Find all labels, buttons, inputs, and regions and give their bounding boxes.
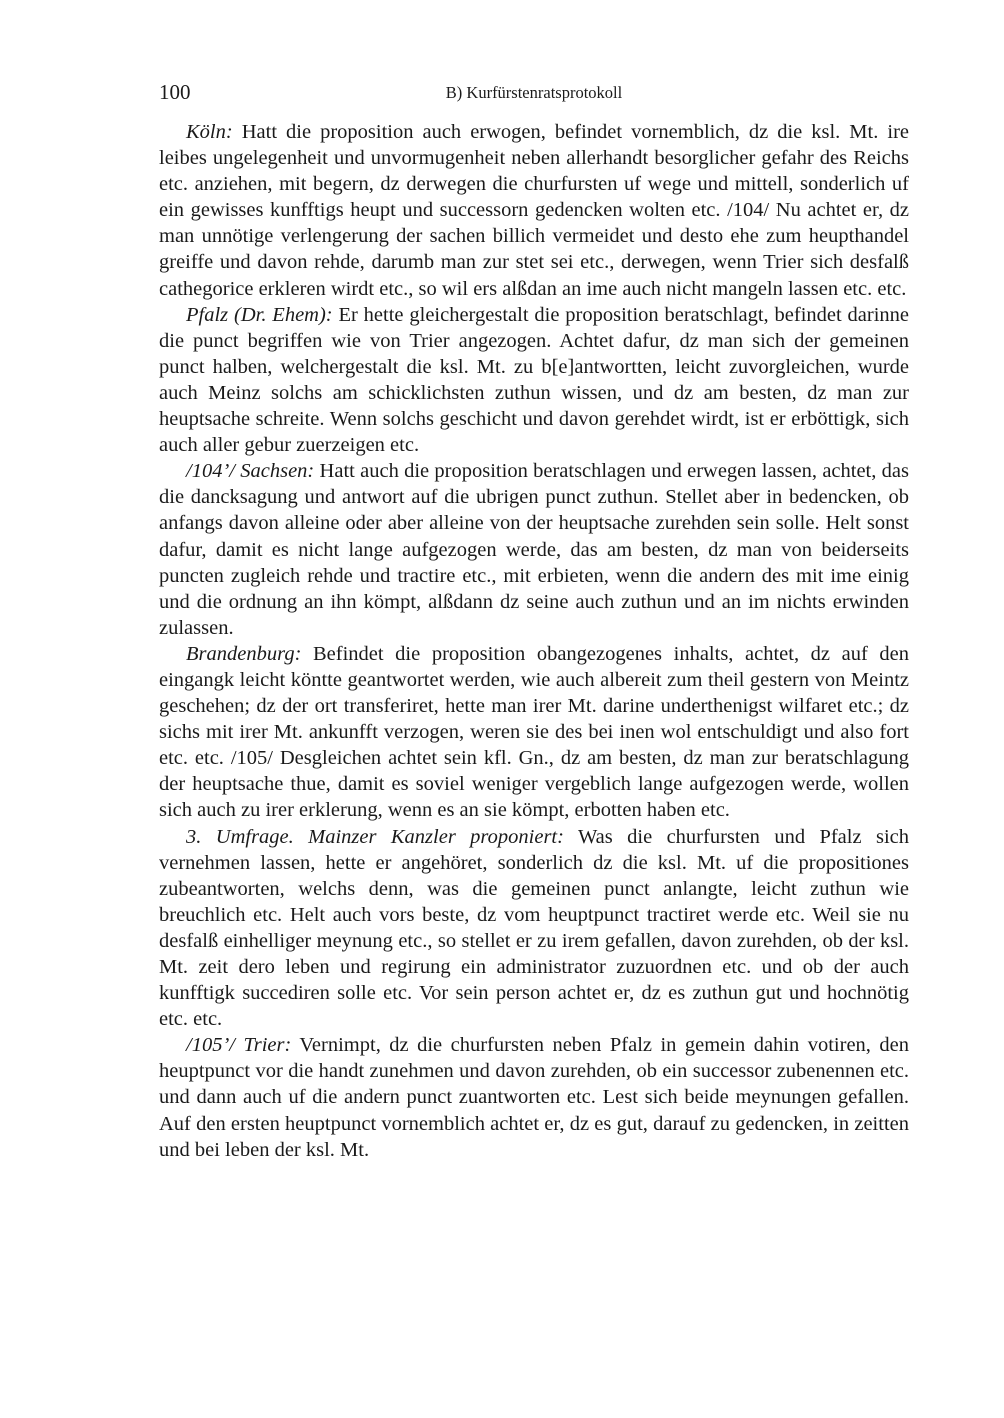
running-title: B) Kurfürstenratsprotokoll	[445, 83, 623, 102]
paragraph-umfrage	[159, 824, 909, 1033]
speaker-label: Brandenburg:	[186, 642, 302, 665]
paragraph-pfalz	[159, 302, 909, 459]
speaker-label: /105’/ Trier:	[186, 1034, 292, 1057]
paragraph-koeln	[159, 119, 909, 302]
speaker-label: /104’/ Sachsen:	[186, 460, 315, 483]
paragraph-text: Befindet die proposition obangezogenes inhalts, achtet, dz auf den eingangk leicht köntte geantwortet werden, wie auch albereit zum theil gestern von Meintz geschehen; dz der ort transferiret, hette man irer Mt. darine underthenigst wilfaret etc.; dz sichs mit irer Mt. ankunfft verzogen, weren sie des bei inen wol entschuldigt und also fort etc. etc. /105/ Desgleichen achtet sein kfl. Gn., dz am besten, dz man zur beratschlagung der heuptsache thue, damit es soviel weniger vergeblich lange aufgezogen werde, wollen sich auch zu irer erklerung, wenn es an sie kömpt, erbotten haben etc.	[159, 642, 909, 822]
speaker-label: 3. Umfrage. Mainzer Kanzler proponiert:	[186, 825, 564, 848]
paragraph-trier	[159, 1032, 909, 1162]
paragraph-brandenburg	[159, 641, 909, 824]
paragraph-sachsen	[159, 458, 909, 641]
body-text	[159, 119, 909, 1163]
paragraph-text: Vernimpt, dz die churfursten neben Pfalz in gemein dahin votiren, den heuptpunct vor die handt zunehmen und davon zurehden, ob ein successor zubenennen etc. und dann auch uf die andern punct zuantworten etc. Lest sich beide meynungen gefallen. Auf den ersten heuptpunct vornemblich achtet er, dz es gut, darauf zu gedencken, in zeitten und bei leben der ksl. Mt.	[159, 1034, 909, 1161]
paragraph-text: Er hette gleichergestalt die proposition beratschlagt, befindet darinne die punct begriffen wie von Trier angezogen. Achtet dafur, dz man sich der gemeinen punct halben, welchergestalt die ksl. Mt. zu b[e]antwortten, leicht zuvorgleichen, wurde auch Meinz solchs am schicklichsten zuthun wissen, und dz am besten, dz man zur heuptsache schreite. Wenn solchs geschicht und davon gerehdet wirdt, ist er erböttigk, sich auch aller gebur zuerzeigen etc.	[159, 303, 910, 457]
paragraph-text: Hatt die proposition auch erwogen, befindet vornemblich, dz die ksl. Mt. ire leibes ungelegenheit und unvormugenheit neben allerhandt besorglicher gefahr des Reichs etc. anziehen, mit begern, dz derwegen die churfursten uf wege und mittell, sonderlich uf ein gewisses kunfftigs heupt und successorn gedencken wolten etc. /104/ Nu achtet er, dz man unnötige verlengerung der sachen billich vermeidet und desto ehe zum heupthandel greiffe und davon rehde, darumb man zur stet sei etc., derwegen, wenn Trier sich desfalß cathegorice erkleren wirdt etc., so wil ers alßdan an ime auch nicht mangeln lassen etc. etc.	[159, 121, 909, 300]
page-number: 100	[159, 80, 191, 104]
speaker-label: Köln:	[186, 121, 233, 143]
speaker-label: Pfalz (Dr. Ehem):	[186, 303, 333, 326]
paragraph-text: Hatt auch die proposition beratschlagen und erwegen lassen, achtet, das die dancksagung und antwort auf die ubrigen punct zuthun. Stellet aber in bedencken, ob anfangs davon alleine oder aber alleine von der heuptsache zurehden sein solle. Helt sonst dafur, damit es nicht lange aufgezogen werde, das am besten, dz man von beiderseits puncten zugleich rehde und tractire etc., mit erbieten, wenn die andern des mit ime einig und die ordnung an ihn kömpt, alßdann dz seine auch zuthun und an im nichts erwinden zulassen.	[159, 460, 909, 639]
page-header	[159, 78, 909, 108]
paragraph-text: Was die churfursten und Pfalz sich vernehmen lassen, hette er angehöret, sonderlich dz die ksl. Mt. uf die propositiones zubeantworten, welchs denn, was die gemeinen punct anlangte, leicht zuthun wie breuchlich etc. Helt auch vors beste, dz vom heuptpunct tractiret werde etc. Weil sie nu desfalß einhelliger meynung etc., so stellet er zu irem gefallen, davon zurehden, ob der ksl. Mt. zeit dero leben und regirung ein administrator zuzuordnen etc. und ob der auch kunfftigk succediren solle etc. Vor sein person achtet er, dz es zuthun gut und hochnötig etc. etc.	[159, 825, 909, 1031]
